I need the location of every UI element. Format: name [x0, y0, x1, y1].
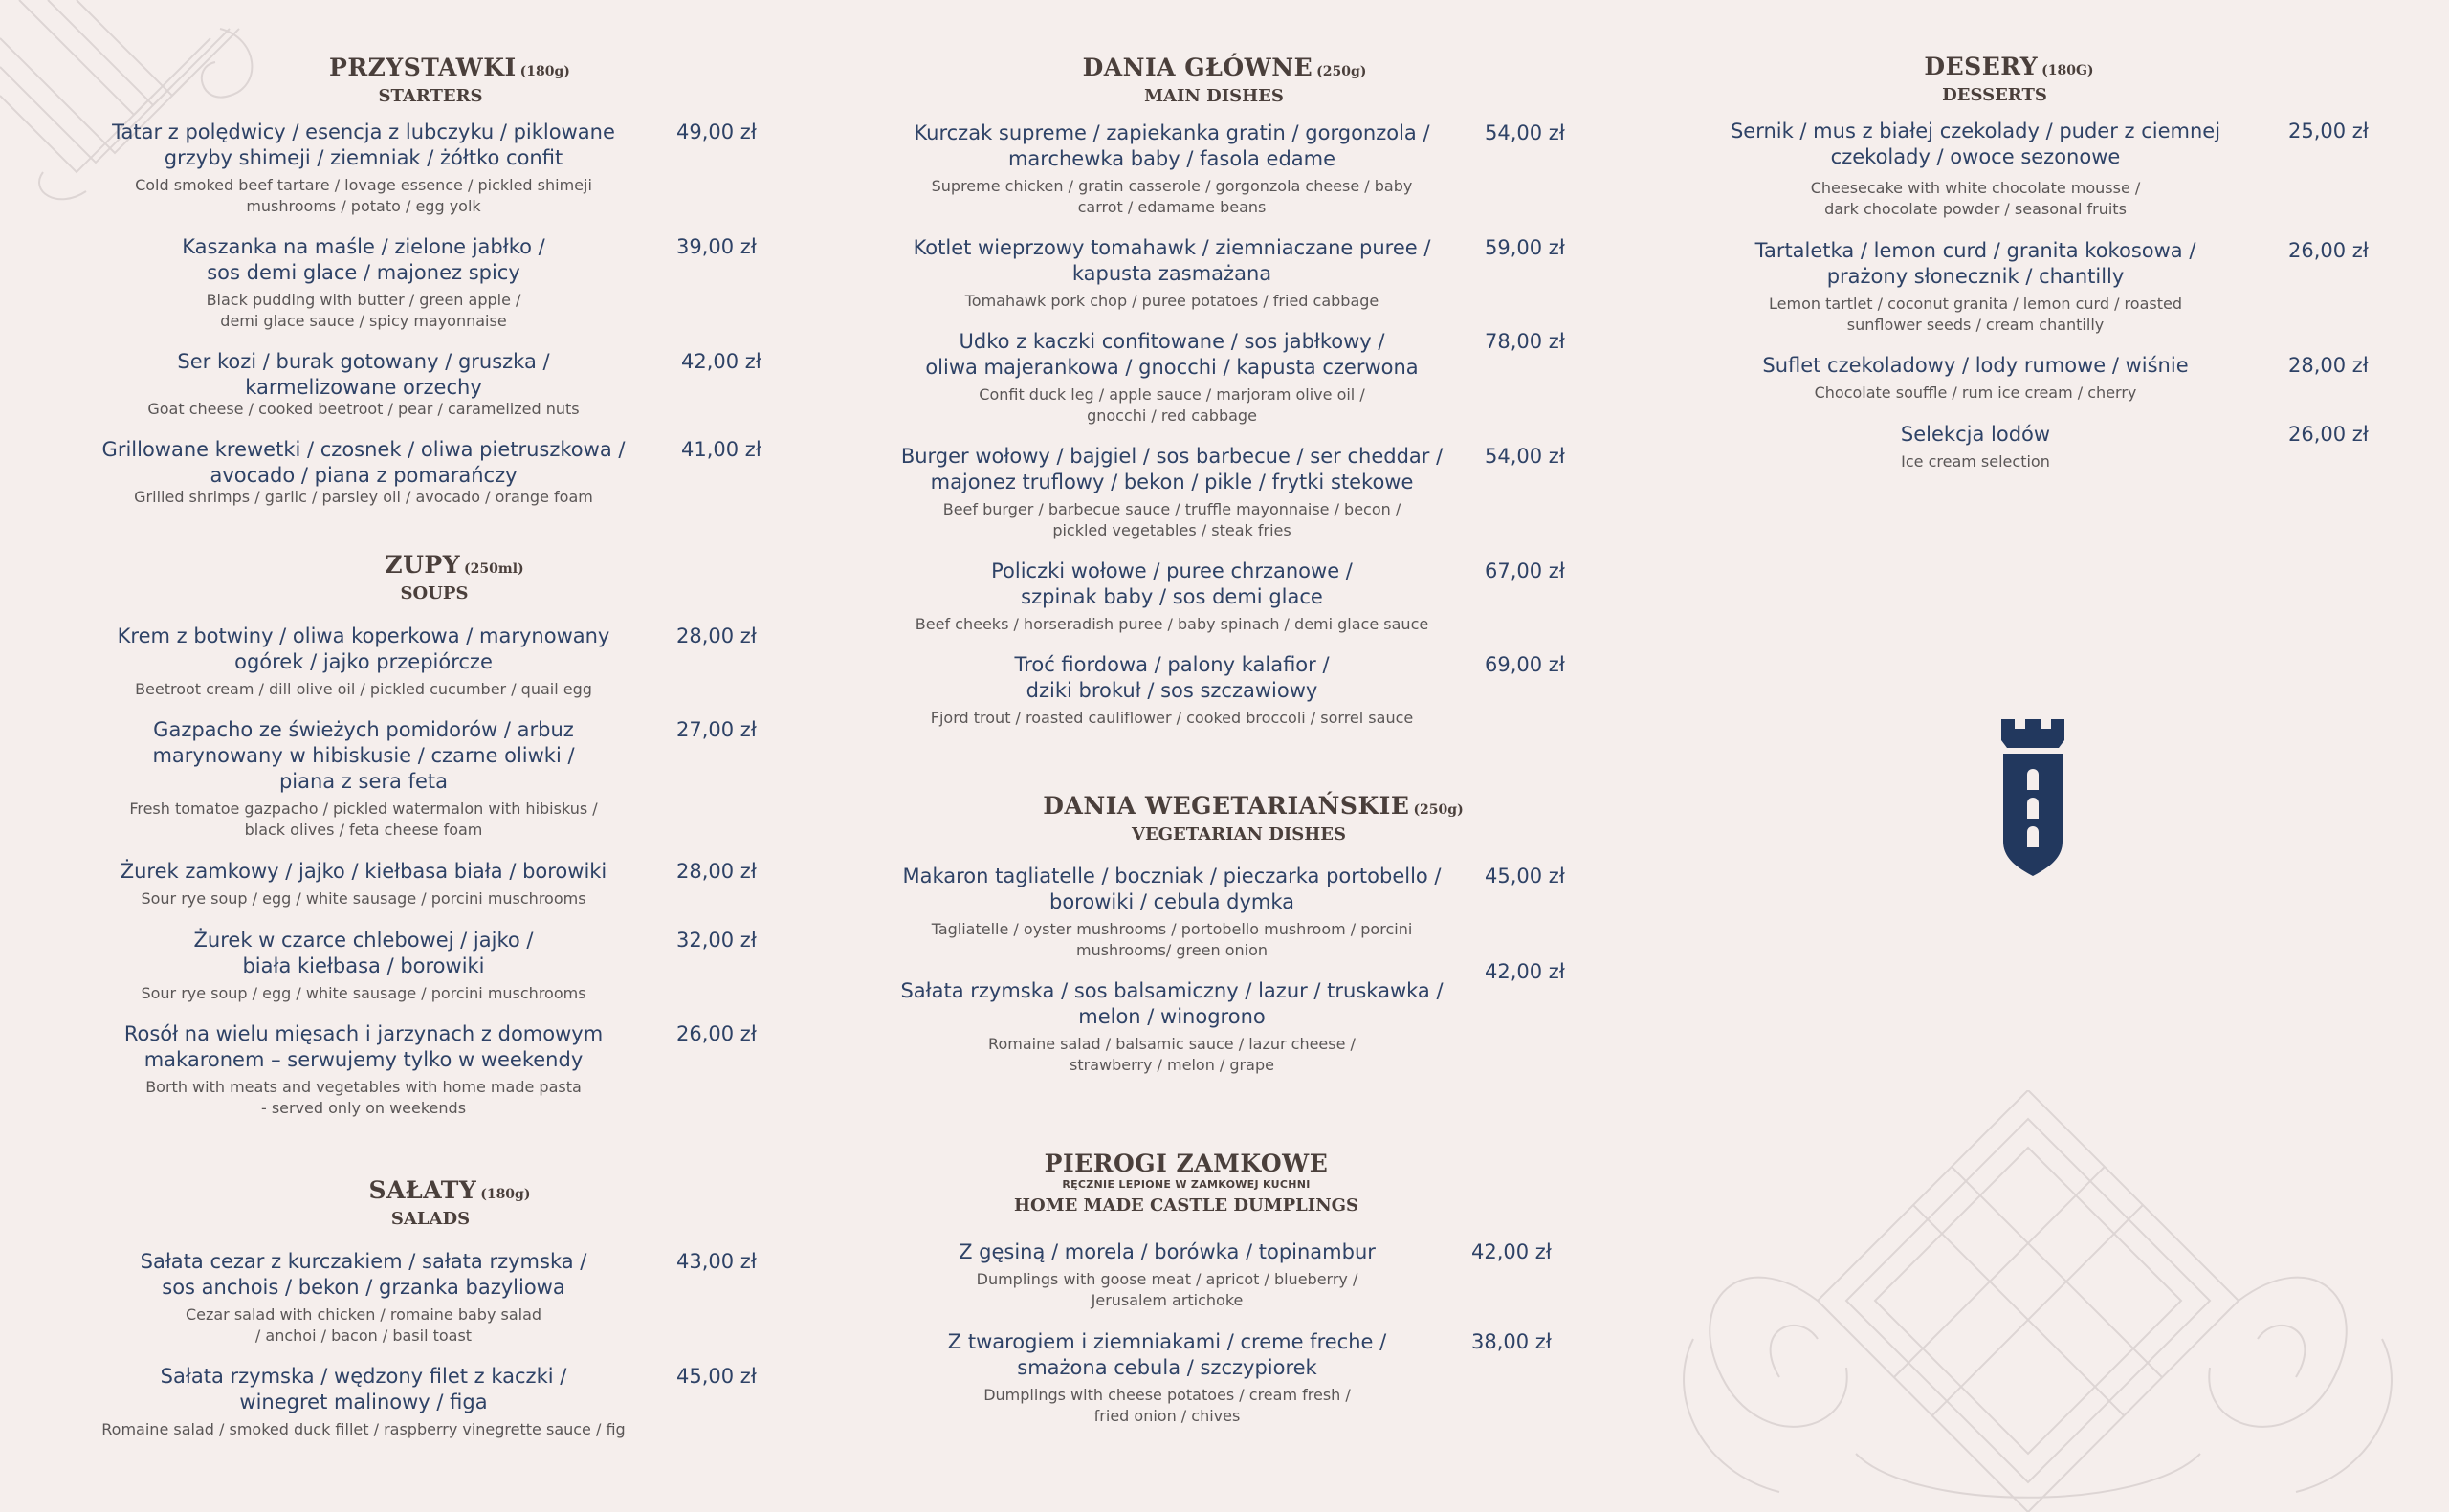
- dish-description: Beef burger / barbecue sauce / truffle mayonnaise / becon /: [942, 500, 1401, 518]
- dish-name: prażony słonecznik / chantilly: [1826, 265, 2125, 288]
- dish-price: 32,00 zł: [676, 929, 757, 952]
- dish-price: 26,00 zł: [2288, 239, 2369, 262]
- section-subtitle: DESSERTS: [1942, 85, 2047, 105]
- dish-name: Żurek zamkowy / jajko / kiełbasa biała / borowiki: [120, 860, 607, 883]
- dish-description: sunflower seeds / cream chantilly: [1846, 316, 2105, 334]
- dish-name: Kurczak supreme / zapiekanka gratin / gorgonzola /: [914, 121, 1430, 144]
- dish-price: 54,00 zł: [1485, 445, 1565, 468]
- section-title: PRZYSTAWKI: [329, 54, 517, 81]
- dish-name: Żurek w czarce chlebowej / jajko /: [193, 929, 534, 952]
- section-soups-header: [263, 551, 646, 604]
- dish-price: 54,00 zł: [1485, 121, 1565, 144]
- dish-name: Sałata cezar z kurczakiem / sałata rzymska /: [140, 1250, 587, 1273]
- section-subtitle: MAIN DISHES: [1144, 86, 1284, 106]
- dish-name: Krem z botwiny / oliwa koperkowa / marynowany: [117, 625, 610, 647]
- dish-name: Selekcja lodów: [1900, 423, 2051, 446]
- dish-description: Goat cheese / cooked beetroot / pear / caramelized nuts: [147, 400, 580, 418]
- dish-name: majonez truflowy / bekon / pikle / frytki stekowe: [930, 471, 1414, 493]
- dish-name: marynowany w hibiskusie / czarne oliwki /: [152, 744, 575, 767]
- dish-description: Supreme chicken / gratin casserole / gorgonzola cheese / baby: [931, 177, 1413, 195]
- dish-price: 27,00 zł: [676, 718, 757, 741]
- dish-price: 42,00 zł: [1471, 1240, 1552, 1263]
- dish-price: 45,00 zł: [1485, 865, 1565, 887]
- dish-price: 26,00 zł: [2288, 423, 2369, 446]
- dish-description: Tomahawk pork chop / puree potatoes / fried cabbage: [964, 292, 1379, 310]
- section-title: ZUPY: [385, 551, 461, 579]
- dish-description: Beetroot cream / dill olive oil / pickled cucumber / quail egg: [135, 680, 592, 698]
- dish-price: 69,00 zł: [1485, 653, 1565, 676]
- dish-name: Sernik / mus z białej czekolady / puder z ciemnej: [1730, 120, 2221, 142]
- dish-description: fried onion / chives: [1093, 1407, 1241, 1425]
- dish-description: Dumplings with goose meat / apricot / blueberry /: [976, 1270, 1358, 1288]
- section-vegetarian-header: [985, 792, 1521, 845]
- dish-price: 28,00 zł: [676, 860, 757, 883]
- dish-description: mushrooms / potato / egg yolk: [246, 197, 481, 215]
- section-weight: (250g): [1316, 64, 1367, 79]
- dish-price: 67,00 zł: [1485, 559, 1565, 582]
- dish-name: melon / winogrono: [1078, 1005, 1266, 1028]
- dish-description: demi glace sauce / spicy mayonnaise: [220, 312, 507, 330]
- section-subtitle: SOUPS: [400, 583, 469, 603]
- dish-description: Dumplings with cheese potatoes / cream fresh /: [983, 1386, 1351, 1404]
- dish-name: szpinak baby / sos demi glace: [1021, 585, 1323, 608]
- dish-name: Sałata rzymska / sos balsamiczny / lazur / truskawka /: [900, 979, 1444, 1002]
- dish-name: makaronem – serwujemy tylko w weekendy: [143, 1048, 584, 1071]
- section-weight: (180g): [519, 64, 570, 79]
- section-starters-header: [258, 54, 641, 107]
- dish-description: Sour rye soup / egg / white sausage / porcini muschrooms: [141, 889, 586, 908]
- dish-name: biała kiełbasa / borowiki: [242, 954, 485, 977]
- dish-description: Beef cheeks / horseradish puree / baby spinach / demi glace sauce: [915, 615, 1429, 633]
- section-salads-header: [258, 1176, 641, 1230]
- dish-price: 25,00 zł: [2288, 120, 2369, 142]
- dish-name: avocado / piana z pomarańczy: [210, 464, 518, 487]
- dish-description: Confit duck leg / apple sauce / marjoram olive oil /: [979, 385, 1365, 404]
- dish-description: Jerusalem artichoke: [1091, 1291, 1244, 1309]
- dish-price: 42,00 zł: [681, 350, 761, 373]
- dish-price: 28,00 zł: [2288, 354, 2369, 377]
- dish-name: Tatar z polędwicy / esencja z lubczyku / piklowane: [112, 121, 615, 143]
- dish-name: marchewka baby / fasola edame: [1007, 147, 1336, 170]
- dish-description: Chocolate souffle / rum ice cream / cherry: [1814, 383, 2137, 402]
- dish-price: 26,00 zł: [676, 1022, 757, 1045]
- dish-price: 42,00 zł: [1485, 960, 1565, 983]
- dish-name: piana z sera feta: [278, 770, 449, 793]
- dish-price: 78,00 zł: [1485, 330, 1565, 353]
- dish-name: oliwa majerankowa / gnocchi / kapusta czerwona: [925, 356, 1419, 379]
- dish-name: Grillowane krewetki / czosnek / oliwa pietruszkowa /: [101, 438, 626, 461]
- dish-description: dark chocolate powder / seasonal fruits: [1824, 200, 2127, 218]
- section-title: SAŁATY: [368, 1176, 477, 1204]
- dish-description: gnocchi / red cabbage: [1087, 406, 1257, 425]
- dish-price: 59,00 zł: [1485, 236, 1565, 259]
- dish-name: kapusta zasmażana: [1071, 262, 1272, 285]
- dish-name: karmelizowane orzechy: [245, 376, 482, 399]
- dish-description: Cold smoked beef tartare / lovage essence / pickled shimeji: [135, 176, 592, 194]
- dish-price: 41,00 zł: [681, 438, 761, 461]
- dish-description: Fresh tomatoe gazpacho / pickled watermalon with hibiskus /: [129, 800, 598, 818]
- dish-name: Troć fiordowa / palony kalafior /: [1014, 653, 1330, 676]
- section-subtitle: HOME MADE CASTLE DUMPLINGS: [1013, 1195, 1359, 1216]
- section-subtitle: STARTERS: [378, 86, 483, 106]
- section-weight: (250ml): [464, 561, 524, 577]
- dish-name: sos anchois / bekon / grzanka bazyliowa: [162, 1276, 565, 1299]
- dish-name: Rosół na wielu mięsach i jarzynach z domowym: [123, 1022, 604, 1045]
- dish-name: Z twarogiem i ziemniakami / creme freche /: [947, 1330, 1387, 1353]
- section-weight: (250g): [1413, 802, 1464, 818]
- dish-description: Romaine salad / balsamic sauce / lazur cheese /: [988, 1035, 1356, 1053]
- dish-name: smażona cebula / szczypiorek: [1017, 1356, 1317, 1379]
- dish-name: winegret malinowy / figa: [239, 1391, 488, 1413]
- section-note: RĘCZNIE LEPIONE W ZAMKOWEJ KUCHNI: [1062, 1178, 1311, 1191]
- section-weight: (180G): [2041, 63, 2094, 78]
- dish-name: Kaszanka na maśle / zielone jabłko /: [182, 235, 545, 258]
- dish-description: - served only on weekends: [260, 1099, 467, 1117]
- section-subtitle: SALADS: [390, 1209, 471, 1229]
- dish-description: Fjord trout / roasted cauliflower / cooked broccoli / sorrel sauce: [930, 709, 1414, 727]
- dish-price: 39,00 zł: [676, 235, 757, 258]
- dish-description: black olives / feta cheese foam: [244, 821, 483, 839]
- dish-description: Black pudding with butter / green apple /: [206, 291, 521, 309]
- dish-description: carrot / edamame beans: [1077, 198, 1267, 216]
- dish-name: Suflet czekoladowy / lody rumowe / wiśnie: [1762, 354, 2189, 377]
- dish-description: Lemon tartlet / coconut granita / lemon curd / roasted: [1769, 295, 2182, 313]
- dish-name: Policzki wołowe / puree chrzanowe /: [991, 559, 1353, 582]
- flourish-ornament-icon: [1665, 1090, 2411, 1512]
- dish-description: Cezar salad with chicken / romaine baby salad: [185, 1305, 542, 1324]
- section-subtitle: VEGETARIAN DISHES: [1132, 824, 1346, 844]
- dish-name: ogórek / jajko przepiórcze: [234, 650, 493, 673]
- dish-name: Z gęsiną / morela / borówka / topinambur: [959, 1240, 1376, 1263]
- dish-description: Sour rye soup / egg / white sausage / porcini muschrooms: [141, 984, 586, 1002]
- dish-price: 49,00 zł: [676, 121, 757, 143]
- dish-description: strawberry / melon / grape: [1070, 1056, 1274, 1074]
- dish-description: / anchoi / bacon / basil toast: [254, 1326, 473, 1345]
- dish-price: 43,00 zł: [676, 1250, 757, 1273]
- dish-price: 38,00 zł: [1471, 1330, 1552, 1353]
- dish-description: mushrooms/ green onion: [1075, 941, 1268, 959]
- section-dumplings-header: [995, 1150, 1378, 1216]
- section-title: DANIA GŁÓWNE: [1082, 54, 1313, 81]
- dish-description: Grilled shrimps / garlic / parsley oil / avocado / orange foam: [134, 488, 593, 506]
- dish-description: Romaine salad / smoked duck fillet / raspberry vinegrette sauce / fig: [101, 1420, 626, 1438]
- section-title: DESERY: [1924, 53, 2039, 80]
- dish-description: Ice cream selection: [1901, 452, 2050, 471]
- dish-name: grzyby shimeji / ziemniak / żółtko confit: [164, 146, 563, 169]
- dish-name: dziki brokuł / sos szczawiowy: [1026, 679, 1318, 702]
- section-weight: (180g): [480, 1187, 531, 1202]
- dish-name: Burger wołowy / bajgiel / sos barbecue / ser cheddar /: [900, 445, 1444, 468]
- dish-price: 45,00 zł: [676, 1365, 757, 1388]
- dish-description: pickled vegetables / steak fries: [1052, 521, 1291, 539]
- dish-name: czekolady / owoce sezonowe: [1830, 145, 2121, 168]
- dish-description: Cheesecake with white chocolate mousse /: [1810, 179, 2141, 197]
- dish-name: Gazpacho ze świeżych pomidorów / arbuz: [153, 718, 574, 741]
- dish-name: borowiki / cebula dymka: [1049, 890, 1294, 913]
- castle-tower-icon: [1999, 719, 2066, 876]
- section-mains-header: [1033, 54, 1416, 107]
- dish-price: 28,00 zł: [676, 625, 757, 647]
- dish-name: Sałata rzymska / wędzony filet z kaczki /: [160, 1365, 567, 1388]
- dish-name: Tartaletka / lemon curd / granita kokosowa /: [1754, 239, 2196, 262]
- dish-description: Borth with meats and vegetables with home made pasta: [145, 1078, 582, 1096]
- dish-name: Udko z kaczki confitowane / sos jabłkowy /: [959, 330, 1385, 353]
- section-title: DANIA WEGETARIAŃSKIE: [1043, 792, 1410, 820]
- dish-name: Ser kozi / burak gotowany / gruszka /: [177, 350, 550, 373]
- dish-name: Makaron tagliatelle / boczniak / pieczarka portobello /: [902, 865, 1442, 887]
- dish-description: Tagliatelle / oyster mushrooms / portobello mushroom / porcini: [931, 920, 1413, 938]
- dish-name: Kotlet wieprzowy tomahawk / ziemniaczane puree /: [913, 236, 1431, 259]
- section-desserts-header: [1818, 53, 2200, 106]
- section-title: PIEROGI ZAMKOWE: [1044, 1150, 1329, 1177]
- dish-name: sos demi glace / majonez spicy: [207, 261, 520, 284]
